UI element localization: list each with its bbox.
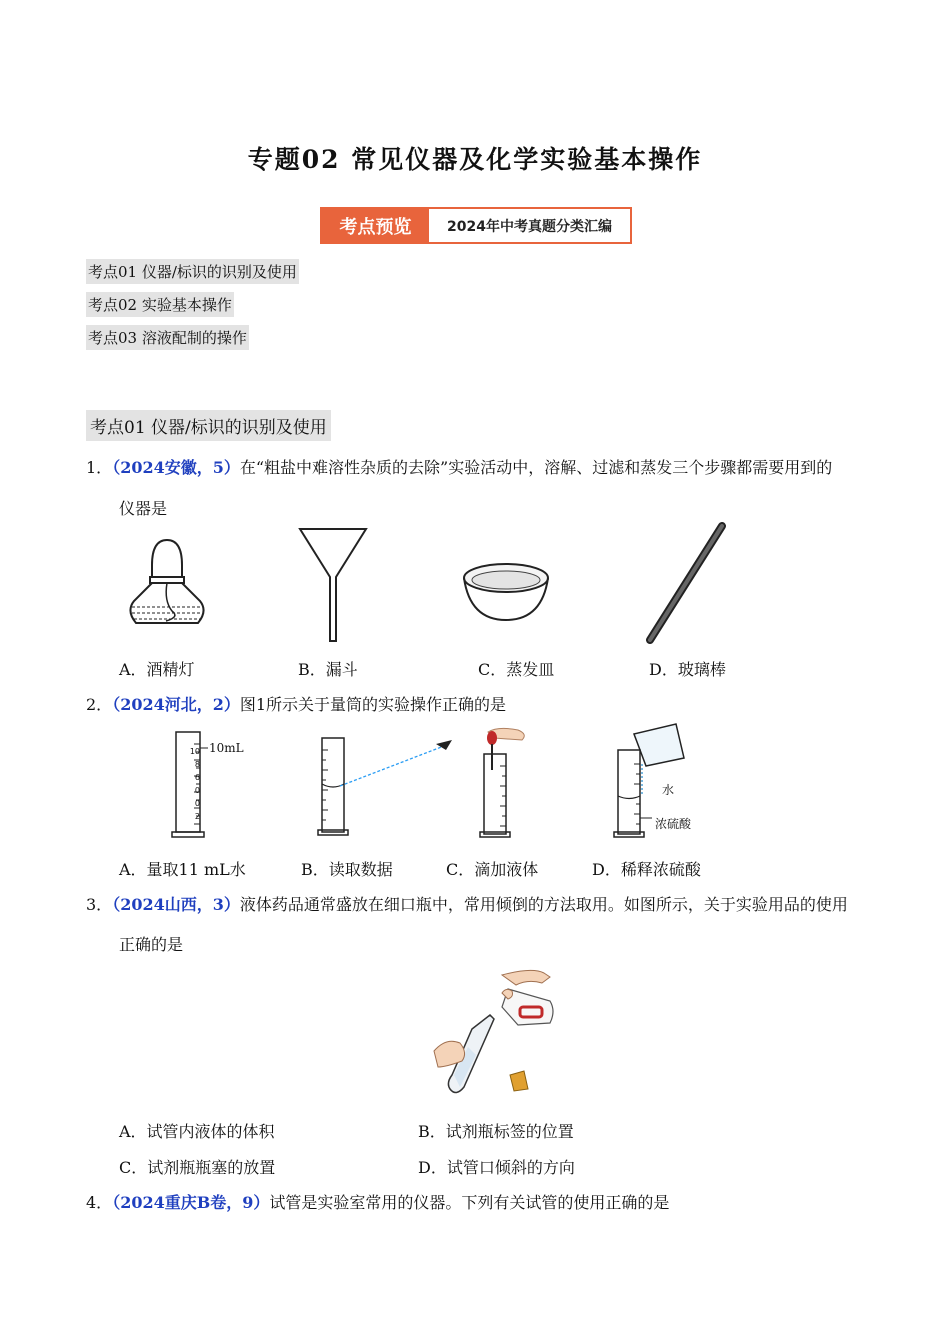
q3-option-a[interactable]: A．试管内液体的体积	[119, 1122, 275, 1141]
q2-option-c[interactable]: C．滴加液体	[446, 860, 539, 879]
question-text: 图1所示关于量筒的实验操作正确的是	[239, 695, 507, 714]
q1-option-b[interactable]: B．漏斗	[298, 660, 358, 679]
q3-option-b[interactable]: B．试剂瓶标签的位置	[418, 1122, 574, 1141]
pouring-reagent-illustration-icon	[432, 967, 557, 1097]
question-2	[86, 695, 506, 715]
q2-option-d[interactable]: D．稀释浓硫酸	[592, 860, 701, 879]
banner-tag: 考点预览	[322, 209, 429, 242]
question-source: （2024河北，2）	[112, 695, 240, 714]
question-number: 4．	[86, 1193, 113, 1212]
alcohol-lamp-icon	[122, 535, 212, 635]
cylinder-tick-labels: 10 8 6 0 0 2	[189, 747, 200, 821]
dropper-cylinder-icon	[478, 726, 538, 840]
preview-banner	[320, 207, 632, 244]
question-1	[86, 458, 832, 478]
question-number: 3．	[86, 895, 113, 914]
section-heading: 考点01 仪器/标识的识别及使用	[86, 410, 331, 441]
q2-option-a[interactable]: A．量取11 mL水	[119, 860, 246, 879]
glass-rod-icon	[644, 522, 729, 647]
question-number: 1．	[86, 458, 113, 477]
question-3	[86, 895, 848, 915]
q3-option-d[interactable]: D．试管口倾斜的方向	[418, 1158, 575, 1177]
toc-item-3[interactable]: 考点03 溶液配制的操作	[86, 325, 249, 350]
question-source: （2024安徽，5）	[112, 458, 240, 477]
page-title: 专题02 常见仪器及化学实验基本操作	[247, 145, 703, 174]
question-3-text-cont: 正确的是	[119, 935, 184, 954]
toc-item-1[interactable]: 考点01 仪器/标识的识别及使用	[86, 259, 299, 284]
acid-label: 浓硫酸	[655, 817, 692, 831]
reading-cylinder-eye-icon	[318, 730, 458, 838]
question-source: （2024山西，3）	[112, 895, 240, 914]
banner-text: 2024年中考真题分类汇编	[447, 218, 612, 235]
q1-option-d[interactable]: D．玻璃棒	[649, 660, 726, 679]
q1-option-a[interactable]: A．酒精灯	[119, 660, 195, 679]
question-number: 2．	[86, 695, 113, 714]
funnel-icon	[298, 527, 368, 645]
question-text: 试管是实验室常用的仪器。下列有关试管的使用正确的是	[269, 1193, 670, 1212]
q1-option-c[interactable]: C．蒸发皿	[478, 660, 555, 679]
cylinder-scale-label: 10mL	[209, 741, 244, 755]
q3-option-c[interactable]: C．试剂瓶瓶塞的放置	[119, 1158, 276, 1177]
question-4	[86, 1193, 669, 1213]
toc-item-2[interactable]: 考点02 实验基本操作	[86, 292, 234, 317]
q2-option-b[interactable]: B．读取数据	[301, 860, 393, 879]
question-text: 在“粗盐中难溶性杂质的去除”实验活动中，溶解、过滤和蒸发三个步骤都需要用到的	[239, 458, 833, 477]
evaporating-dish-icon	[460, 560, 550, 625]
question-text: 液体药品通常盛放在细口瓶中，常用倾倒的方法取用。如图所示，关于实验用品的使用	[239, 895, 848, 914]
water-label: 水	[662, 783, 675, 797]
question-source: （2024重庆B卷，9）	[112, 1193, 270, 1212]
question-1-text-cont: 仪器是	[119, 499, 168, 518]
